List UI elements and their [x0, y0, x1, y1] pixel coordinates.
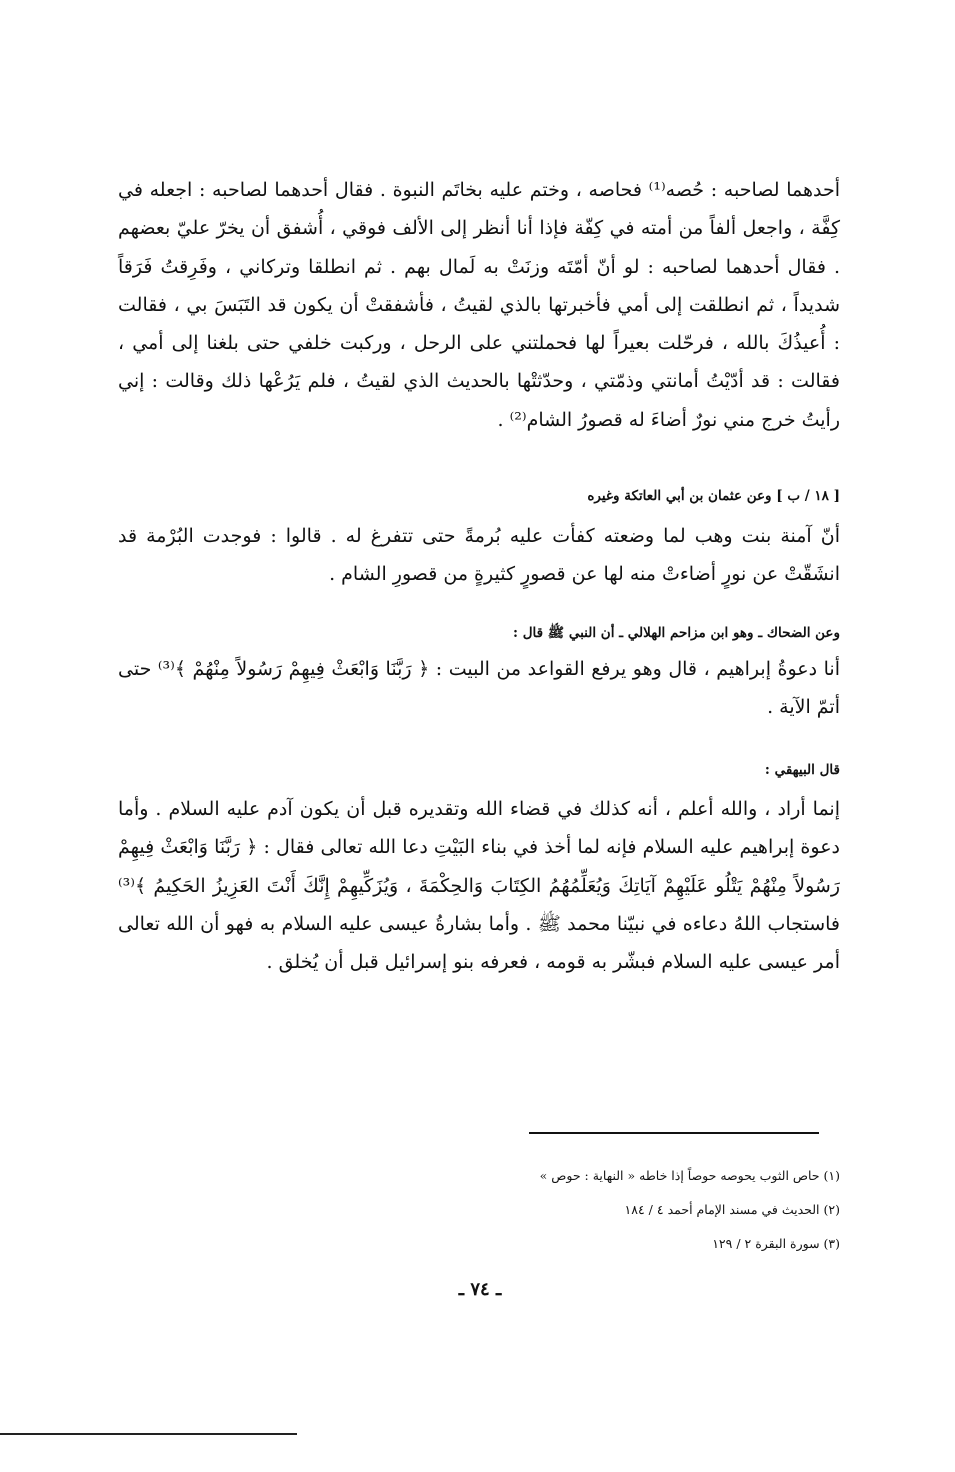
footnotes-list [420, 1159, 840, 1261]
paragraph-amina: أنّ آمنة بنت وهب لما وضعته كفأت عليه بُرمةً حتى تتفرغ له . قالوا : فوجدت البُرْمة قد انشَقّتْ عن نورٍ أضاءتْ منه لها عن قصورٍ كثيرةٍ من قصورِ الشام . [118, 525, 840, 586]
paragraph-dawat-ibrahim: أنا دعوةُ إبراهيم ، قال وهو يرفع القواعد من البيت : ﴿ رَبَّنَا وَابْعَثْ فِيهِمْ رَسُولاً مِنْهُمْ ﴾⁽³⁾ حتى أتمّ الآية . [118, 658, 840, 719]
heading-section-3 [118, 623, 840, 643]
footnote-item: (١) حاص الثوب يحوصه حوصاً إذا خاطه « النهاية : حوص » [539, 1168, 840, 1183]
paragraph-bayhaqi-commentary: إنما أراد ، والله أعلم ، أنه كذلك في قضاء الله وتقديره قبل أن يكون آدم عليه السلام . وأما دعوة إبراهيم عليه السلام فإنه لما أخذ في بناء البَيْتِ دعا الله تعالى فقال : ﴿ رَبَّنَا وَابْعَثْ فِيهِمْ رَسُولاً مِنْهُمْ يَتْلُو عَلَيْهِمْ آيَاتِكَ وَيُعَلِّمُهُمُ الكِتَابَ وَالحِكْمَةَ ، وَيُزَكِّيهِمْ إِنَّكَ أَنْتَ العَزِيزُ الحَكِيمُ ﴾⁽³⁾ فاستجاب اللهُ دعاءه في نبيّنا محمد ﷺ . وأما بشارةُ عيسى عليه السلام به فهو أن الله تعالى أمر عيسى عليه السلام فبشّر به قومه ، فعرفه بنو إسرائيل قبل أن يُخلق . [118, 798, 840, 974]
scan-edge-line [0, 1433, 297, 1435]
page-number: ـ ٧٤ ـ [458, 1279, 502, 1300]
body-section-4 [118, 790, 840, 981]
body-section-2 [118, 517, 840, 594]
footnote-item: (٣) سورة البقرة ٢ / ١٢٩ [712, 1236, 840, 1251]
narration-heading-dahhak: وعن الضحاك ـ وهو ابن مزاحم الهلالي ـ أن النبي ﷺ قال : [513, 625, 840, 641]
heading-section-2 [118, 486, 840, 506]
narration-heading-uthman: [ ١٨ / ب ] وعن عثمان بن أبي العاتكة وغيره [587, 488, 840, 504]
body-section-3 [118, 650, 840, 727]
heading-section-4 [118, 760, 840, 780]
paragraph-hadith-opening: أحدهما لصاحبه : حُصه⁽¹⁾ فحاصه ، وختم عليه بخاتَم النبوة . فقال أحدهما لصاحبه : اجعله في كِفَّة ، واجعل ألفاً من أمته في كِفّة فإذا أنا أنظر إلى الألف فوقي ، أُشفق أن يخرّ عليّ بعضهم . فقال أحدهما لصاحبه : لو أنّ أمّتَه وزنَتْ به لَمال بهم . ثم انطلقا وتركاني ، وفَرِقتُ فَرَقاً شديداً ، ثم انطلقت إلى أمي فأخبرتها بالذي لقيتُ ، فأشفقتْ أن يكون قد التَبَسَ بي ، فقالت : أُعيذُكَ بالله ، فرحّلت بعيراً لها فحملتني على الرحل ، وركبت خلفي حتى بلغنا إلى أمي ، فقالت : قد أدّيْتُ أمانتي وذمّتي ، وحدّثتْها بالحديث الذي لقيتُ ، فلم يَرُعْها ذلك وقالت : إني رأيتُ خرج مني نورٌ أضاءَ له قصورُ الشام⁽²⁾ . [118, 179, 840, 431]
footnote-item: (٢) الحديث في مسند الإمام أحمد ٤ / ١٨٤ [624, 1202, 840, 1217]
body-section-1 [118, 171, 840, 439]
footnote-separator [529, 1132, 819, 1134]
narration-heading-bayhaqi: قال البيهقي : [764, 762, 840, 778]
